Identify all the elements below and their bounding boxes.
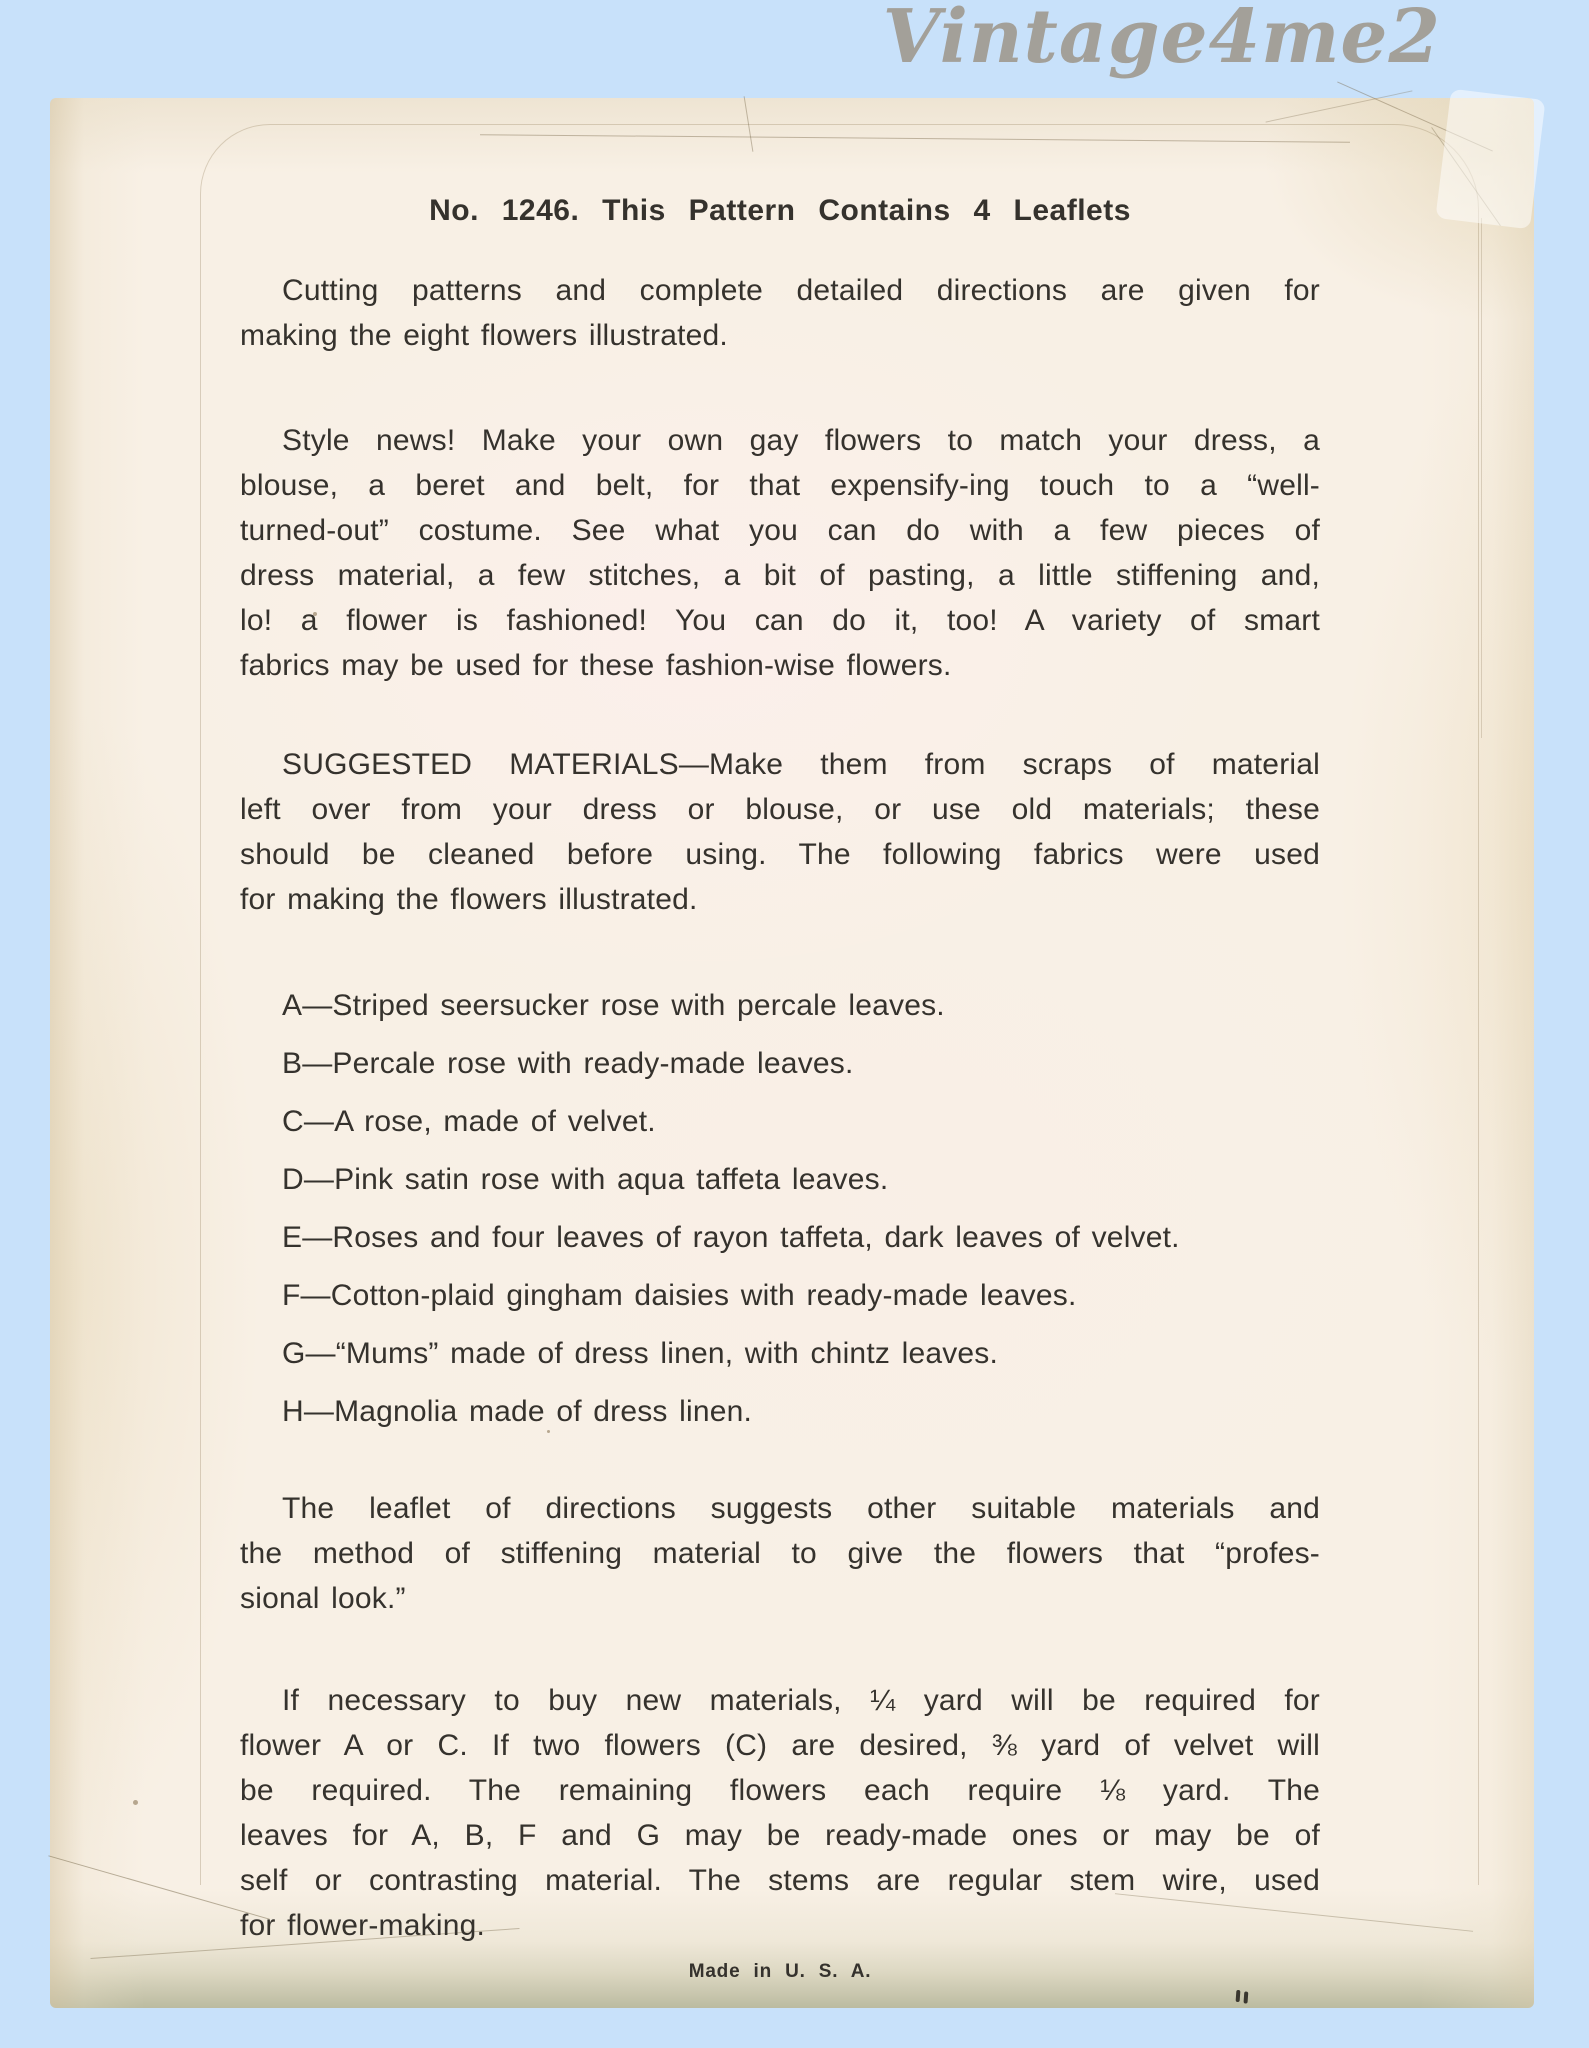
- paragraph: [240, 418, 1320, 688]
- materials-list-item: F—Cotton-plaid gingham daisies with ready-made leaves.: [282, 1279, 1077, 1312]
- text-line: left over from your dress or blouse, or use old materials; these: [240, 793, 1320, 826]
- materials-list-item: H—Magnolia made of dress linen.: [282, 1395, 753, 1428]
- materials-list-item: D—Pink satin rose with aqua taffeta leaves.: [282, 1163, 889, 1196]
- pattern-instruction-sheet: [50, 98, 1534, 2008]
- materials-list: [240, 977, 1320, 1441]
- text-line: If necessary to buy new materials, ¼ yard will be required for: [282, 1684, 1320, 1717]
- text-line: making the eight flowers illustrated.: [240, 319, 728, 352]
- text-line: leaves for A, B, F and G may be ready-made ones or may be of: [240, 1819, 1320, 1852]
- text-line: dress material, a few stitches, a bit of pasting, a little stiffening and,: [240, 559, 1320, 592]
- paragraph: [240, 1678, 1320, 1948]
- text-line: blouse, a beret and belt, for that expensify-ing touch to a “well-: [240, 469, 1320, 502]
- made-in-usa-label: Made in U. S. A.: [688, 1961, 872, 1982]
- text-line: be required. The remaining flowers each require ⅛ yard. The: [240, 1774, 1320, 1807]
- text-line: The leaflet of directions suggests other suitable materials and: [282, 1492, 1320, 1525]
- text-line: flower A or C. If two flowers (C) are desired, ⅜ yard of velvet will: [240, 1729, 1320, 1762]
- materials-list-item: E—Roses and four leaves of rayon taffeta, dark leaves of velvet.: [282, 1221, 1180, 1254]
- paragraph: [240, 268, 1320, 358]
- text-line: sional look.”: [240, 1582, 406, 1615]
- materials-list-item: A—Striped seersucker rose with percale leaves.: [282, 989, 945, 1022]
- materials-list-item: G—“Mums” made of dress linen, with chintz leaves.: [282, 1337, 999, 1370]
- crease-line: [1481, 218, 1482, 738]
- page-title: No. 1246. This Pattern Contains 4 Leaflets: [429, 194, 1131, 227]
- text-line: lo! a flower is fashioned! You can do it, too! A variety of smart: [240, 604, 1320, 637]
- text-line: turned-out” costume. See what you can do with a few pieces of: [240, 514, 1320, 547]
- text-line: should be cleaned before using. The following fabrics were used: [240, 838, 1320, 871]
- watermark: Vintage4me2: [882, 0, 1441, 80]
- text-line: SUGGESTED MATERIALS—Make them from scraps of material: [282, 748, 1320, 781]
- text-line: the method of stiffening material to give the flowers that “profes-: [240, 1537, 1320, 1570]
- text-line: for flower-making.: [240, 1909, 486, 1942]
- paper-speck: [133, 1800, 138, 1805]
- text-line: for making the flowers illustrated.: [240, 883, 698, 916]
- text-line: fabrics may be used for these fashion-wise flowers.: [240, 649, 952, 682]
- text-line: self or contrasting material. The stems are regular stem wire, used: [240, 1864, 1320, 1897]
- worn-corner: [1435, 89, 1545, 230]
- text-line: Style news! Make your own gay flowers to match your dress, a: [282, 424, 1320, 457]
- smudge-mark: [1236, 1990, 1241, 2002]
- materials-list-item: C—A rose, made of velvet.: [282, 1105, 656, 1138]
- paragraph: [240, 742, 1320, 922]
- materials-list-item: B—Percale rose with ready-made leaves.: [282, 1047, 854, 1080]
- paragraph: [240, 1486, 1320, 1621]
- text-line: Cutting patterns and complete detailed directions are given for: [282, 274, 1320, 307]
